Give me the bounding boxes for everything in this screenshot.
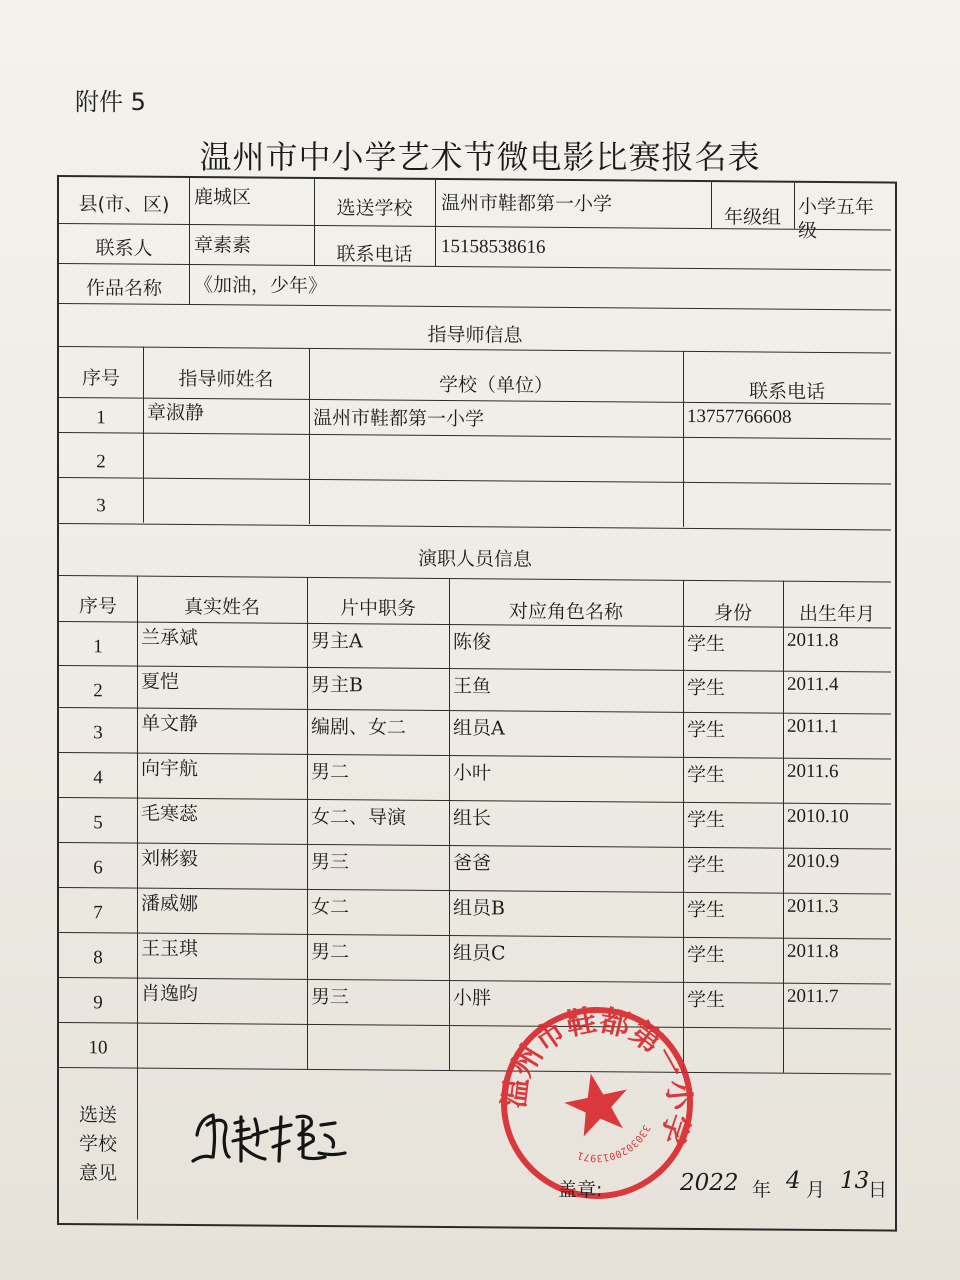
year-char: 年	[752, 1179, 772, 1201]
instructor-row: 3	[96, 495, 106, 517]
cast-cell-role: 男主B	[311, 673, 363, 697]
cast-cell-character: 陈俊	[453, 631, 492, 654]
cast-cell-no: 4	[93, 767, 103, 789]
official-seal	[497, 1003, 697, 1203]
cast-cell-birth: 2010.9	[787, 850, 840, 873]
cast-cell-character: 组员C	[453, 942, 506, 965]
registration-form	[57, 175, 897, 1232]
cast-cell-name: 王玉琪	[141, 937, 199, 961]
cast-cell-character: 小叶	[453, 762, 492, 785]
cast-cell-role: 男主A	[311, 629, 363, 653]
instructor-header-school: 学校（单位）	[438, 374, 553, 397]
cast-cell-birth: 2010.10	[787, 805, 849, 828]
cast-cell-character: 组员A	[453, 717, 505, 740]
date-year: 2022	[680, 1170, 739, 1196]
cast-cell-identity: 学生	[687, 898, 726, 922]
svg-text:3303020013971: 3303020013971	[576, 1122, 652, 1164]
grade-value: 小学五年 级	[798, 195, 875, 242]
county-label: 县(市、区)	[78, 193, 170, 216]
cast-cell-name: 夏恺	[141, 670, 180, 693]
cast-cell-identity: 学生	[687, 853, 726, 877]
school-label: 选送学校	[336, 197, 413, 220]
cast-cell-role: 编剧、女二	[311, 715, 407, 739]
month-char: 月	[806, 1179, 826, 1201]
cast-cell-identity: 学生	[687, 808, 726, 832]
cast-cell-birth: 2011.4	[787, 673, 839, 696]
cast-cell-birth: 2011.6	[787, 760, 839, 783]
cast-cell-character: 组长	[453, 807, 492, 830]
cast-cell-no: 2	[93, 680, 103, 702]
page-title: 温州市中小学艺术节微电影比赛报名表	[199, 138, 761, 176]
cast-header-no: 序号	[78, 595, 117, 618]
cast-cell-no: 1	[93, 636, 103, 658]
opinion-label: 选送 学校 意见	[78, 1104, 117, 1185]
date-day: 13	[840, 1168, 870, 1194]
cast-cell-identity: 学生	[687, 676, 726, 700]
cast-cell-birth: 2011.7	[787, 985, 839, 1008]
cast-cell-no: 7	[93, 902, 103, 924]
cast-cell-birth: 2011.1	[787, 715, 839, 738]
day-char: 日	[868, 1179, 888, 1201]
county-value: 鹿城区	[194, 186, 252, 209]
cast-cell-no: 5	[93, 812, 103, 834]
instructor-header-no: 序号	[81, 367, 120, 390]
svg-text:温州市鞋都第一小学: 温州市鞋都第一小学	[497, 1003, 697, 1149]
cast-cell-character: 王鱼	[453, 675, 492, 698]
cast-cell-no: 6	[93, 857, 103, 879]
instructor-row: 1 章淑静 温州市鞋都第一小学 13757766608	[96, 401, 792, 431]
cast-cell-role: 男三	[311, 850, 350, 874]
cast-cell-character: 小胖	[453, 987, 492, 1010]
cast-cell-birth: 2011.8	[787, 940, 839, 963]
school-value: 温州市鞋都第一小学	[441, 192, 613, 216]
cast-header-identity: 身份	[713, 602, 752, 625]
grade-label: 年级组	[723, 206, 781, 229]
cast-cell-name: 毛寒蕊	[141, 802, 199, 826]
cast-header-birth: 出生年月	[798, 602, 875, 626]
cast-cell-no: 8	[93, 947, 103, 969]
work-value: 《加油，少年》	[194, 274, 328, 298]
cast-cell-identity: 学生	[687, 943, 726, 967]
cast-cell-no: 9	[93, 992, 103, 1014]
cast-header-name: 真实姓名	[183, 595, 260, 619]
phone-label: 联系电话	[336, 243, 413, 266]
cast-cell-name: 潘威娜	[141, 892, 199, 916]
instructor-header-phone: 联系电话	[748, 380, 825, 404]
cast-cell-name: 单文静	[141, 712, 199, 736]
cast-cell-name: 刘彬毅	[141, 847, 199, 871]
contact-value: 章素素	[194, 234, 252, 257]
cast-header-role: 片中职务	[339, 597, 416, 620]
instructor-row: 2	[96, 451, 106, 473]
cast-section-title: 演职人员信息	[417, 547, 532, 571]
stamp-label: 盖章:	[558, 1179, 603, 1201]
cast-cell-role: 女二	[311, 895, 350, 919]
cast-cell-role: 女二、导演	[311, 805, 407, 829]
work-label: 作品名称	[85, 277, 162, 300]
contact-label: 联系人	[95, 237, 153, 260]
cast-cell-identity: 学生	[687, 988, 726, 1012]
cast-cell-name: 兰承斌	[141, 626, 199, 650]
cast-cell-role: 男二	[311, 940, 350, 964]
cast-cell-identity: 学生	[687, 718, 726, 742]
cast-cell-role: 男三	[311, 985, 350, 1009]
cast-cell-name: 肖逸昀	[141, 982, 199, 1006]
cast-cell-birth: 2011.3	[787, 895, 839, 918]
cast-cell-role: 男二	[311, 760, 350, 784]
handwritten-signature	[185, 1095, 365, 1175]
cast-cell-character: 组员B	[453, 897, 505, 920]
cast-cell-birth: 2011.8	[787, 629, 839, 652]
cast-header-character: 对应角色名称	[508, 600, 623, 624]
cast-cell-no: 10	[88, 1037, 108, 1059]
cast-cell-identity: 学生	[687, 763, 726, 787]
date-month: 4	[786, 1168, 801, 1194]
cast-cell-identity: 学生	[687, 632, 726, 656]
cast-cell-no: 3	[93, 722, 103, 744]
phone-value: 15158538616	[441, 236, 546, 258]
cast-cell-name: 向宇航	[141, 757, 199, 781]
instructor-section-title: 指导师信息	[427, 323, 523, 347]
instructor-header-name: 指导师姓名	[178, 367, 274, 391]
attachment-number: 附件 5	[75, 88, 146, 116]
cast-cell-character: 爸爸	[453, 852, 492, 875]
